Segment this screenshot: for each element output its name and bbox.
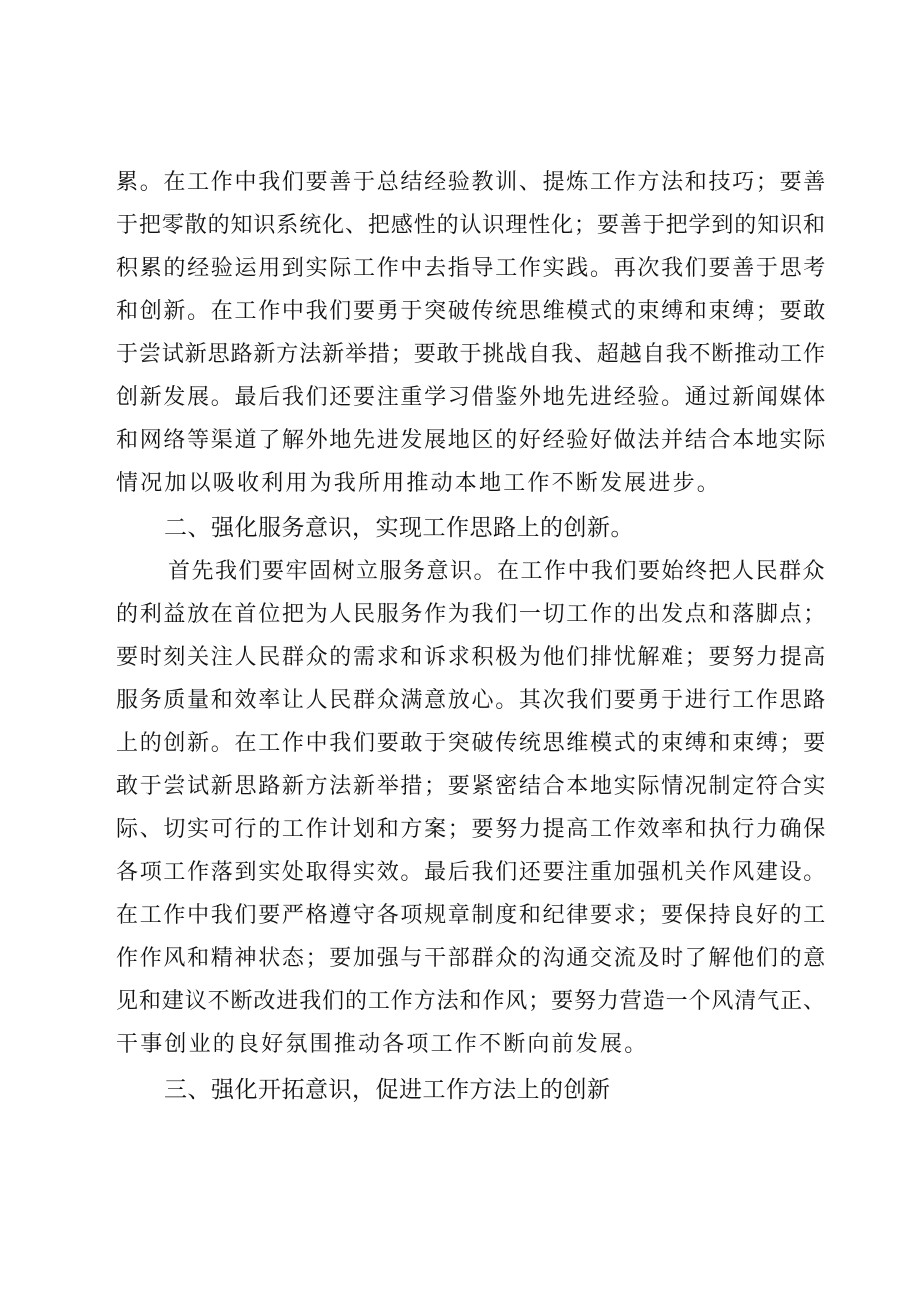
paragraph-line: 上的创新。在工作中我们要敢于突破传统思维模式的束缚和束缚；要: [116, 731, 828, 756]
section-heading-2: 二、强化服务意识，实现工作思路上的创新。: [164, 515, 634, 541]
paragraph-line: 的利益放在首位把为人民服务作为我们一切工作的出发点和落脚点；: [116, 602, 828, 627]
paragraph-line: 敢于尝试新思路新方法新举措；要紧密结合本地实际情况制定符合实: [116, 774, 828, 799]
paragraph-line: 和网络等渠道了解外地先进发展地区的好经验好做法并结合本地实际: [116, 428, 828, 453]
paragraph-line: 积累的经验运用到实际工作中去指导工作实践。再次我们要善于思考: [116, 256, 828, 281]
paragraph-line: 于把零散的知识系统化、把感性的认识理性化；要善于把学到的知识和: [116, 213, 826, 238]
paragraph-line: 累。在工作中我们要善于总结经验教训、提炼工作方法和技巧；要善: [116, 170, 828, 195]
paragraph-line: 际、切实可行的工作计划和方案；要努力提高工作效率和执行力确保: [116, 817, 828, 842]
paragraph-line: 见和建议不断改进我们的工作方法和作风；要努力营造一个风清气正、: [116, 989, 826, 1014]
paragraph-line: 情况加以吸收利用为我所用推动本地工作不断发展进步。: [116, 471, 722, 496]
paragraph-line: 作作风和精神状态；要加强与干部群众的沟通交流及时了解他们的意: [116, 946, 828, 971]
paragraph-line: 在工作中我们要严格遵守各项规章制度和纪律要求；要保持良好的工: [116, 903, 828, 928]
section-heading-3: 三、强化开拓意识，促进工作方法上的创新: [164, 1077, 611, 1103]
paragraph-line: 要时刻关注人民群众的需求和诉求积极为他们排忧解难；要努力提高: [116, 645, 828, 670]
paragraph-line: 服务质量和效率让人民群众满意放心。其次我们要勇于进行工作思路: [116, 688, 828, 713]
paragraph-line: 干事创业的良好氛围推动各项工作不断向前发展。: [116, 1032, 649, 1057]
paragraph-line: 于尝试新思路新方法新举措；要敢于挑战自我、超越自我不断推动工作: [116, 342, 826, 367]
paragraph-line: 创新发展。最后我们还要注重学习借鉴外地先进经验。通过新闻媒体: [116, 385, 828, 410]
paragraph-line: 和创新。在工作中我们要勇于突破传统思维模式的束缚和束缚；要敢: [116, 299, 828, 324]
paragraph-line: 各项工作落到实处取得实效。最后我们还要注重加强机关作风建设。: [116, 860, 828, 885]
paragraph-line: 首先我们要牢固树立服务意识。在工作中我们要始终把人民群众: [168, 559, 827, 584]
